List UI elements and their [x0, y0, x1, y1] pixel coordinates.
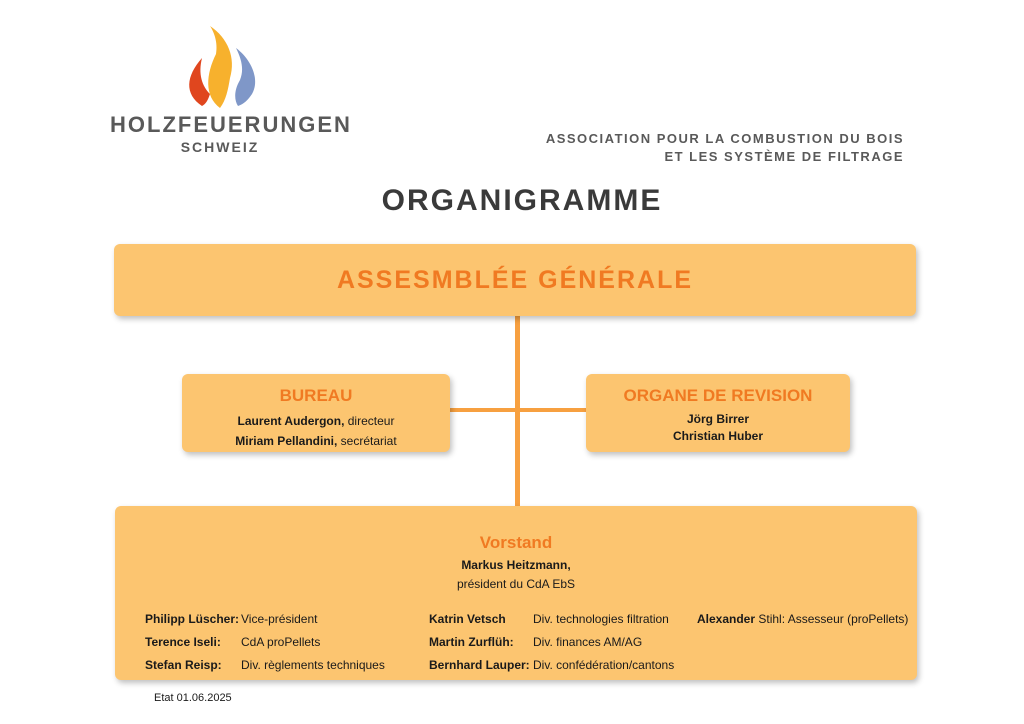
member-role: Div. confédération/cantons	[533, 658, 675, 672]
member-name: Miriam Pellandini,	[235, 434, 338, 448]
member-role: Div. finances AM/AG	[533, 635, 643, 649]
member-name: Laurent Audergon,	[237, 414, 345, 428]
tagline-line-1: ASSOCIATION POUR LA COMBUSTION DU BOIS	[545, 131, 904, 146]
member-role: Div. règlements techniques	[241, 658, 385, 672]
member-role: Vice-président	[241, 612, 318, 626]
bureau-title: BUREAU	[279, 386, 353, 405]
member-role: directeur	[344, 414, 395, 428]
president-name: Markus Heitzmann,	[461, 558, 571, 572]
member-role: Div. technologies filtration	[533, 612, 669, 626]
vorstand-box	[115, 506, 917, 680]
assemblee-generale-box	[114, 244, 916, 316]
member-name: Alexander	[697, 612, 756, 626]
assemblee-generale-title: ASSESMBLÉE GÉNÉRALE	[336, 266, 694, 294]
revision-member: Jörg Birrer	[686, 412, 750, 426]
member-name: Martin Zurflüh:	[429, 635, 514, 649]
member-role: Stihl: Assesseur (proPellets)	[755, 612, 909, 626]
member-role: secrétariat	[337, 434, 397, 448]
vorstand-title: Vorstand	[479, 533, 553, 552]
organe-revision-box	[586, 374, 850, 452]
tagline-line-2: ET LES SYSTÈME DE FILTRAGE	[664, 149, 904, 164]
bureau-member	[182, 431, 450, 451]
member-name: Bernhard Lauper:	[429, 658, 530, 672]
member-role: CdA proPellets	[241, 635, 321, 649]
member-name: Katrin Vetsch	[429, 612, 506, 626]
member-name: Philipp Lüscher:	[145, 612, 240, 626]
revision-member: Christian Huber	[672, 429, 763, 443]
organe-revision-title: ORGANE DE REVISION	[623, 386, 813, 405]
brand-name: HOLZFEUERUNGEN	[110, 112, 352, 137]
member-name: Terence Iseli:	[145, 635, 221, 649]
flame-logo-icon	[180, 24, 260, 110]
bureau-box	[182, 374, 450, 452]
tagline	[546, 130, 904, 166]
bureau-member	[182, 411, 450, 431]
president-role: président du CdA EbS	[456, 577, 576, 591]
vorstand-member-assesseur	[697, 612, 908, 626]
connector-vertical	[515, 316, 520, 508]
footer-date: Etat 01.06.2025	[154, 692, 232, 704]
page-title: ORGANIGRAMME	[381, 184, 663, 217]
brand-subtitle: SCHWEIZ	[180, 139, 260, 155]
connector-horizontal	[450, 408, 586, 412]
member-name: Stefan Reisp:	[145, 658, 222, 672]
